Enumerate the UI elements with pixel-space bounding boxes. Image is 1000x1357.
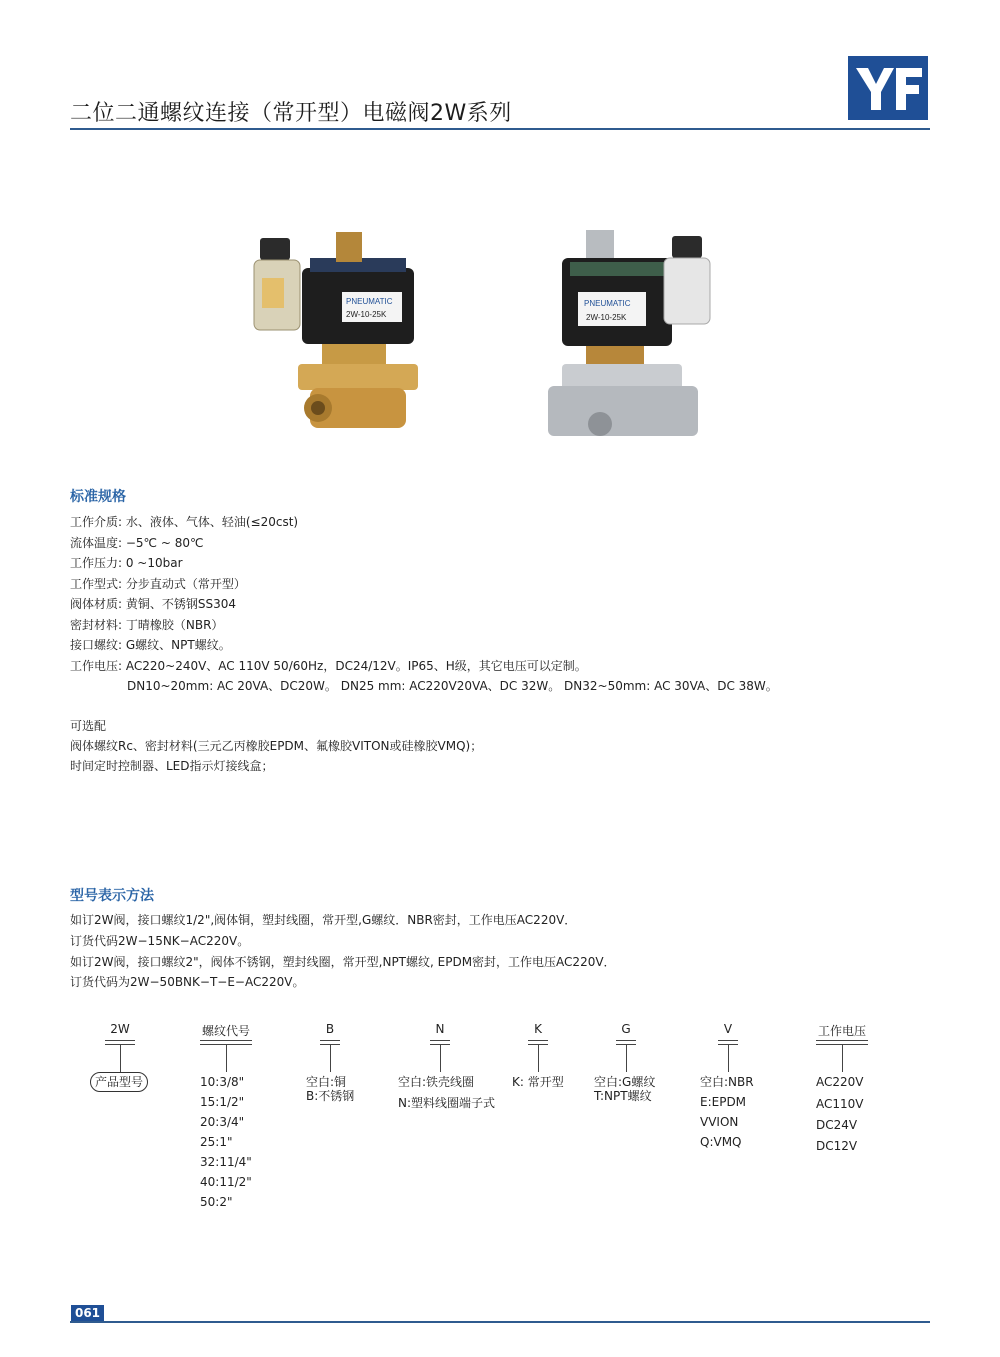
- code-connector: [120, 1044, 121, 1072]
- spec-line: 阀体材质: 黄铜、不锈钢SS304: [70, 597, 236, 611]
- code-label-series: 2W: [110, 1022, 130, 1036]
- spec-line: 工作介质: 水、液体、气体、轻油(≤20cst): [70, 515, 299, 529]
- order-example-line: 如订2W阀，接口螺纹1/2",阀体铜，塑封线圈，常开型,G螺纹．NBR密封，工作电压AC220V．: [70, 913, 577, 927]
- order-example-line: 订货代码2W−15NK−AC220V。: [70, 934, 250, 948]
- code-label-voltage: 工作电压: [817, 1024, 866, 1038]
- code-option: N:塑料线圈端子式: [398, 1096, 496, 1110]
- title-divider: [70, 128, 930, 130]
- product-model-pill: 产品型号: [90, 1072, 148, 1092]
- spec-line: 工作压力: 0 ~10bar: [70, 556, 183, 570]
- spec-line: 密封材料: 丁晴橡胶（NBR）: [70, 618, 224, 632]
- code-option: 25:1": [200, 1135, 233, 1149]
- code-option: 空白:G螺纹: [594, 1075, 656, 1089]
- code-label-body: B: [325, 1022, 335, 1036]
- spec-line: 工作电压: AC220~240V、AC 110V 50/60Hz，DC24/12V。IP65、H级，其它电压可以定制。: [70, 659, 587, 673]
- code-option: 空白:铜: [306, 1075, 347, 1089]
- code-label-coil: N: [435, 1022, 445, 1036]
- code-option: 40:11/2": [200, 1175, 252, 1189]
- code-option: 32:11/4": [200, 1155, 252, 1169]
- code-option: 空白:铁壳线圈: [398, 1075, 475, 1089]
- code-option: DC12V: [816, 1139, 858, 1153]
- stainless-valve-image: [540, 228, 720, 448]
- footer-divider: [70, 1321, 930, 1323]
- stainless-valve-badge: PNEUMATIC: [584, 299, 631, 308]
- code-connector: [440, 1044, 441, 1072]
- code-option: AC220V: [816, 1075, 864, 1089]
- specs-heading: 标准规格: [70, 489, 126, 505]
- page-title: 二位二通螺纹连接（常开型）电磁阀2W系列: [70, 101, 512, 126]
- order-example-line: 如订2W阀，接口螺纹2"，阀体不锈钢，塑封线圈，常开型,NPT螺纹, EPDM密封，工作电压AC220V．: [70, 955, 616, 969]
- code-option: B:不锈钢: [306, 1089, 355, 1103]
- code-option: DC24V: [816, 1118, 858, 1132]
- code-label-seal: V: [723, 1022, 733, 1036]
- spec-line: 接口螺纹: G螺纹、NPT螺纹。: [70, 638, 231, 652]
- spec-line: 工作型式: 分步直动式（常开型）: [70, 577, 246, 591]
- code-option: K: 常开型: [512, 1075, 564, 1089]
- code-connector: [626, 1044, 627, 1072]
- stainless-valve-model: 2W-10-25K: [586, 313, 627, 322]
- brass-valve-model: 2W-10-25K: [346, 310, 387, 319]
- code-connector: [728, 1044, 729, 1072]
- code-option: 15:1/2": [200, 1095, 245, 1109]
- options-heading: 可选配: [70, 719, 107, 733]
- brass-valve-badge: PNEUMATIC: [346, 297, 393, 306]
- code-option: VVION: [700, 1115, 739, 1129]
- spec-line: DN10~20mm: AC 20VA、DC20W。 DN25 mm: AC220V20VA、DC 32W。 DN32~50mm: AC 30VA、DC 38W。: [127, 679, 778, 693]
- brass-valve-image: [250, 228, 430, 448]
- code-option: T:NPT螺纹: [594, 1089, 652, 1103]
- code-option: 10:3/8": [200, 1075, 245, 1089]
- option-line: 时间定时控制器、LED指示灯接线盒；: [70, 759, 274, 773]
- code-option: Q:VMQ: [700, 1135, 742, 1149]
- brand-logo: [848, 56, 928, 120]
- code-option: 20:3/4": [200, 1115, 245, 1129]
- code-label-thread: 螺纹代号: [201, 1024, 250, 1038]
- code-label-type: K: [534, 1022, 542, 1036]
- page-number: 061: [71, 1305, 104, 1321]
- code-option: 空白:NBR: [700, 1075, 754, 1089]
- code-connector: [330, 1044, 331, 1072]
- code-label-thread-type: G: [621, 1022, 631, 1036]
- code-option: 50:2": [200, 1195, 233, 1209]
- model-code-heading: 型号表示方法: [70, 888, 154, 904]
- spec-line: 流体温度: −5℃ ~ 80℃: [70, 536, 204, 550]
- code-connector: [538, 1044, 539, 1072]
- order-example-line: 订货代码为2W−50BNK−T−E−AC220V。: [70, 975, 305, 989]
- code-connector: [226, 1044, 227, 1072]
- code-option: E:EPDM: [700, 1095, 747, 1109]
- code-connector: [842, 1044, 843, 1072]
- brand-logo-icon: [848, 56, 928, 120]
- option-line: 阀体螺纹Rc、密封材料(三元乙丙橡胶EPDM、氟橡胶VITON或硅橡胶VMQ)；: [70, 739, 483, 753]
- code-option: AC110V: [816, 1097, 864, 1111]
